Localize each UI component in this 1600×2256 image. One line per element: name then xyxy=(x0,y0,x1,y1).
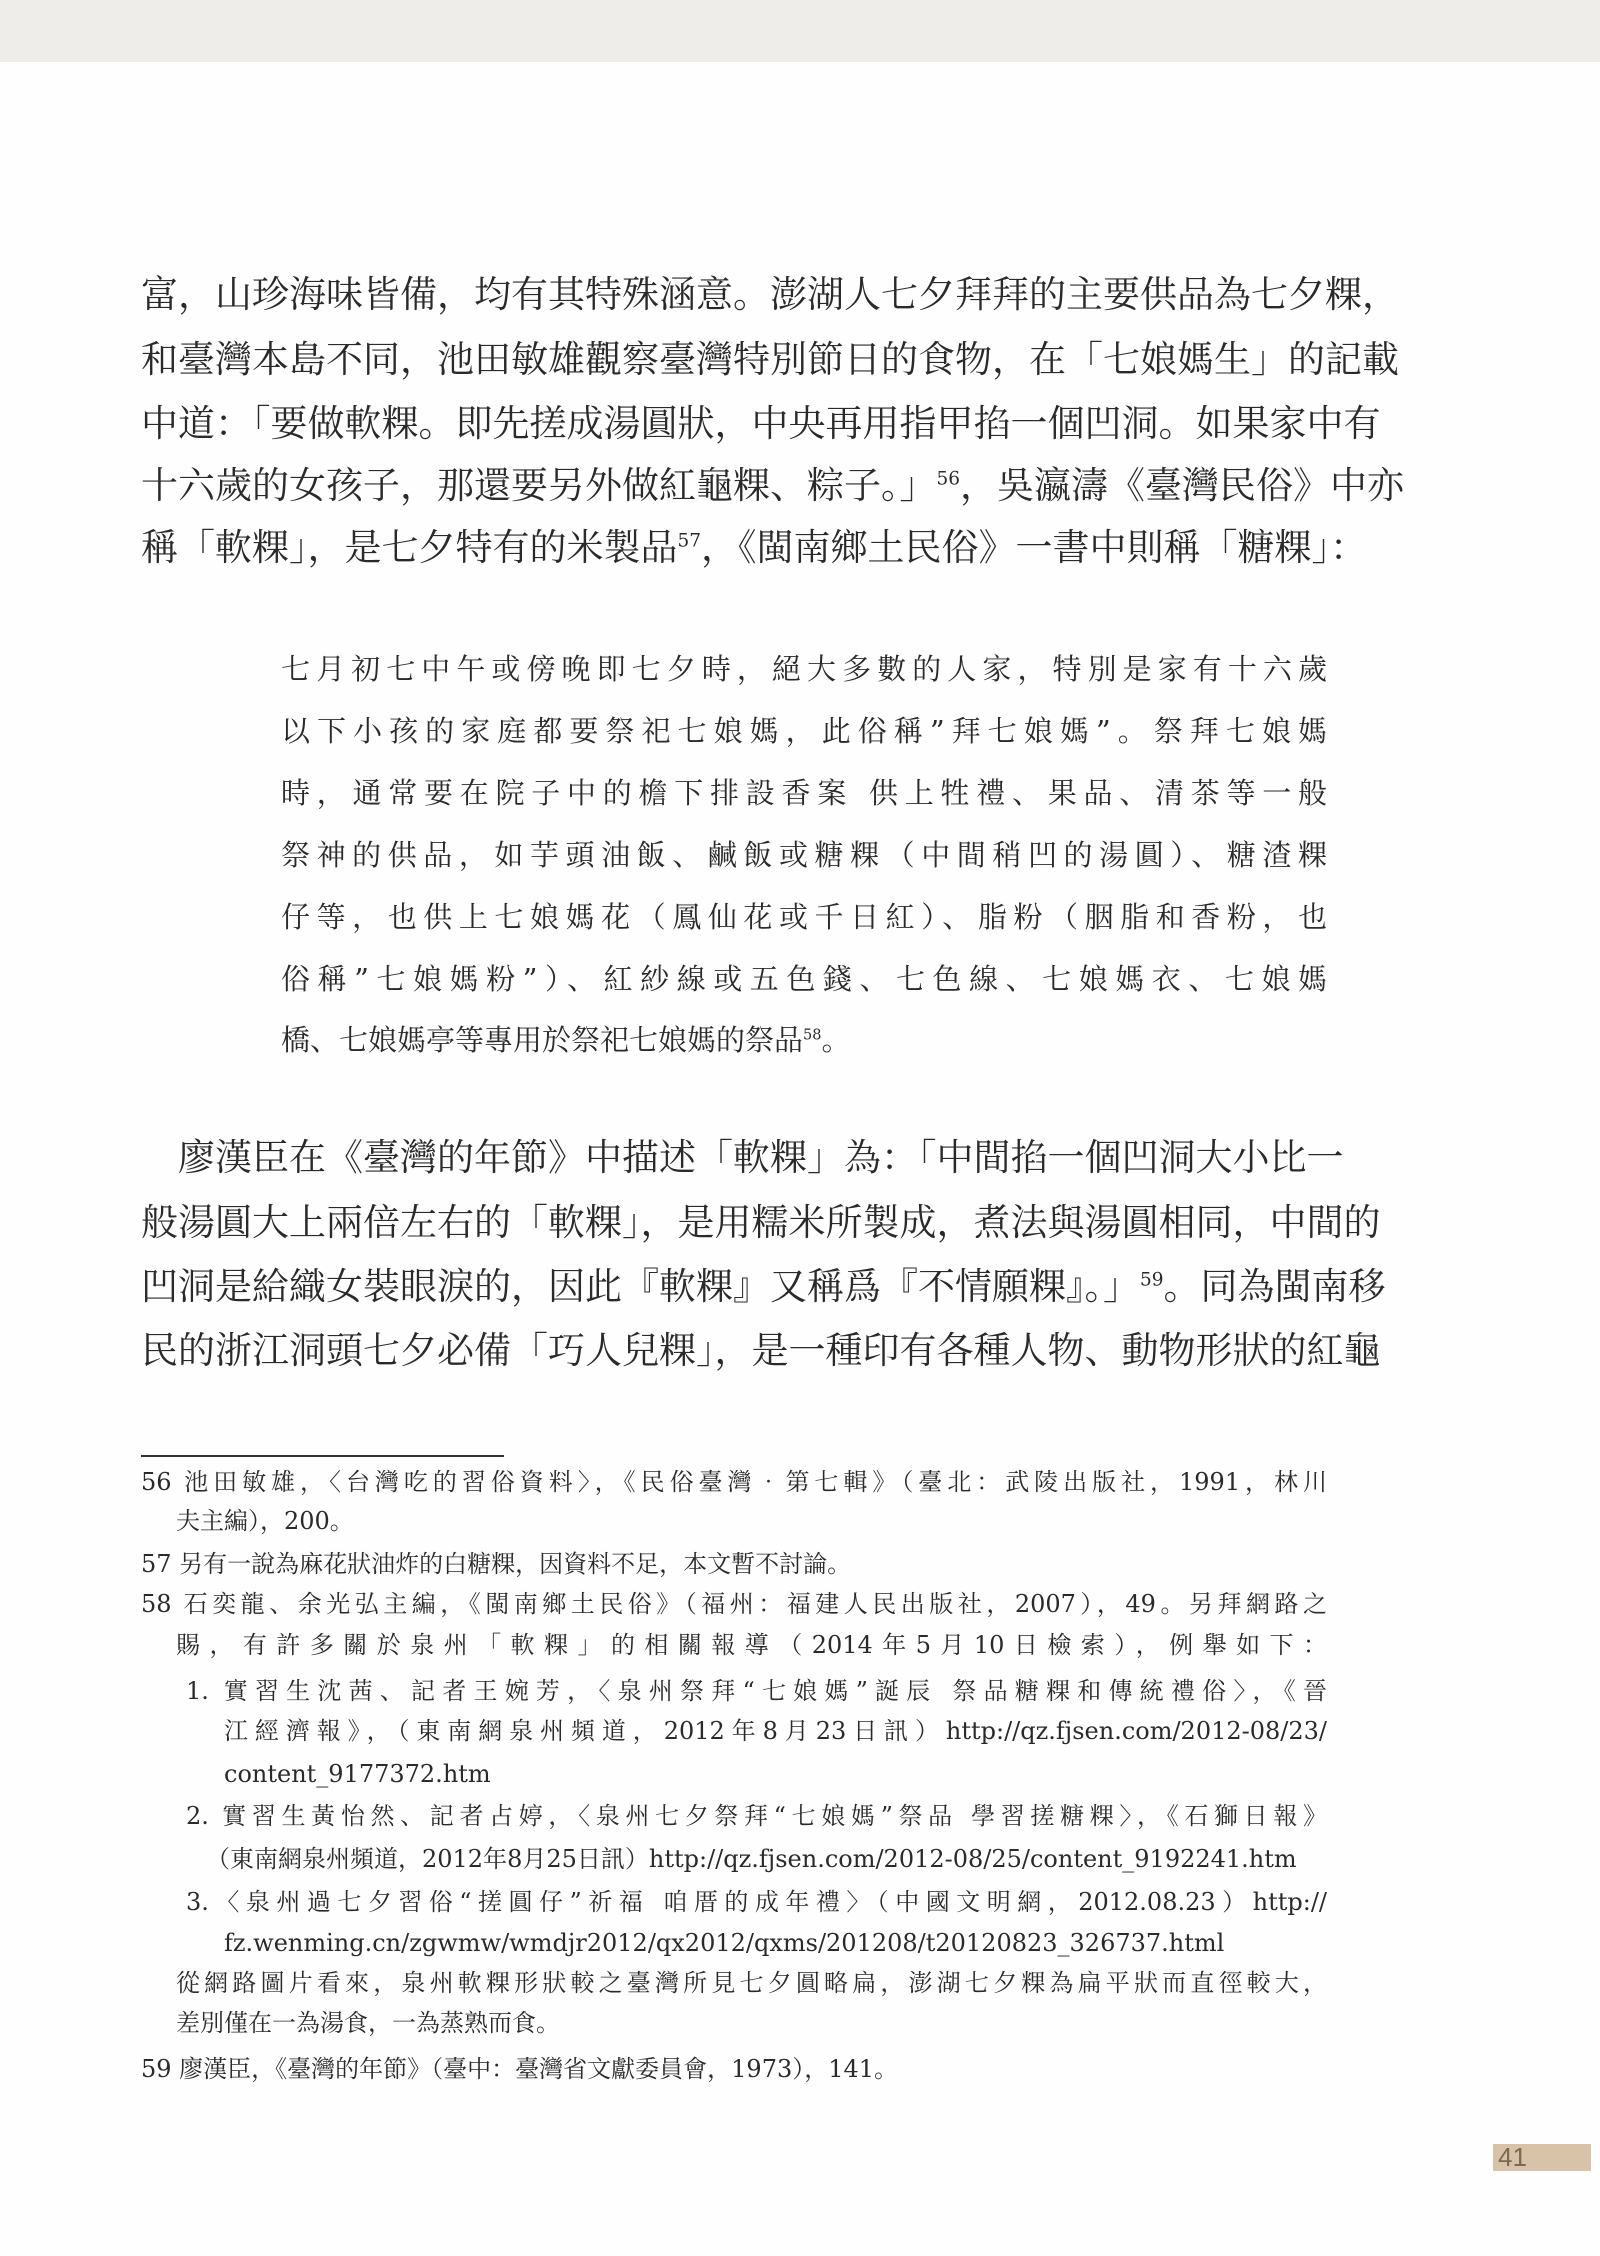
text-run: 。同為閩南移 xyxy=(1163,1265,1386,1308)
body-text-line xyxy=(141,523,1368,573)
text-run: 59 廖漢臣，《臺灣的年節》（臺中：臺灣省文獻委員會，1973），141。 xyxy=(141,2055,899,2083)
footnote-line xyxy=(206,1841,1330,1877)
text-run: ，《閩南鄉土民俗》一書中則稱「糖粿」： xyxy=(701,526,1368,569)
footnote-divider xyxy=(141,1455,504,1457)
footnote-line xyxy=(224,1756,1327,1792)
body-text-line xyxy=(141,1326,1381,1376)
footnote-ref: 56 xyxy=(936,468,961,490)
text-run: 般湯圓大上兩倍左右的「軟粿」，是用糯米所製成，煮法與湯圓相同，中間的 xyxy=(141,1201,1381,1244)
text-run: 俗稱”七娘媽粉”）、紅紗線或五色錢、七色線、七娘媽衣、七娘媽 xyxy=(281,962,1327,996)
text-run: fz.wenming.cn/zgwmw/wmdjr2012/qx2012/qxms/201208/t20120823_326737.html xyxy=(224,1929,1225,1957)
page-number: 41 xyxy=(1493,2144,1591,2171)
footnote-line xyxy=(186,1673,1327,1709)
text-run: 仔等，也供上七娘媽花（鳳仙花或千日紅）、脂粉（胭脂和香粉，也 xyxy=(281,900,1327,934)
quote-line xyxy=(281,895,1327,939)
footnote-line xyxy=(224,1713,1327,1749)
quote-line xyxy=(281,1018,1327,1062)
body-text-line xyxy=(141,1133,1344,1183)
footnote-ref: 59 xyxy=(1140,1269,1164,1291)
text-run: 從網路圖片看來，泉州軟粿形狀較之臺灣所見七夕圓略扁，澎湖七夕粿為扁平狀而直徑較大， xyxy=(176,1969,1327,1997)
footnote-line xyxy=(224,1925,1327,1961)
body-text-line xyxy=(141,1198,1381,1248)
text-run: 賜，有許多關於泉州「軟粿」的相關報導（2014年5月10日檢索），例舉如下： xyxy=(176,1631,1327,1659)
text-run: （東南網泉州頻道，2012年8月25日訊）http://qz.fjsen.com/2012-08/25/content_9192241.htm xyxy=(206,1845,1297,1873)
body-text-line xyxy=(141,270,1399,320)
text-run: 時，通常要在院子中的檐下排設香案 供上牲禮、果品、清茶等一般 xyxy=(281,776,1327,810)
text-run: 七月初七中午或傍晚即七夕時，絕大多數的人家，特別是家有十六歲 xyxy=(281,652,1327,686)
footnote-line xyxy=(141,2051,1327,2087)
text-run: 稱「軟粿」，是七夕特有的米製品 xyxy=(141,526,678,569)
quote-line xyxy=(281,771,1327,815)
scan-top-band xyxy=(0,0,1600,62)
footnote-line xyxy=(141,1586,1327,1622)
body-text-line xyxy=(141,461,1405,511)
quote-line xyxy=(281,709,1327,753)
text-run: 富，山珍海味皆備，均有其特殊涵意。澎湖人七夕拜拜的主要供品為七夕粿， xyxy=(141,273,1399,316)
text-run: 2. 實習生黃怡然、記者占婷，〈泉州七夕祭拜“七娘媽”祭品 學習搓糖粿〉，《石獅日報》 xyxy=(186,1802,1327,1830)
footnote-line xyxy=(176,1503,1327,1539)
body-text-line xyxy=(141,399,1381,449)
text-run: 夫主編），200。 xyxy=(176,1507,354,1535)
text-run: ，吳瀛濤《臺灣民俗》中亦 xyxy=(960,464,1405,507)
footnote-line xyxy=(176,1627,1327,1663)
text-run: 橋、七娘媽亭等專用於祭祀七娘媽的祭品 xyxy=(281,1023,804,1057)
footnote-ref: 58 xyxy=(803,1027,822,1044)
text-run: 56 池田敏雄，〈台灣吃的習俗資料〉，《民俗臺灣‧第七輯》（臺北：武陵出版社，1991，林川 xyxy=(141,1468,1327,1496)
text-run: 凹洞是給織女裝眼淚的，因此『軟粿』又稱爲『不情願粿』。」 xyxy=(141,1265,1140,1308)
footnote-line xyxy=(141,1464,1327,1500)
text-run: 祭神的供品，如芋頭油飯、鹹飯或糖粿（中間稍凹的湯圓）、糖渣粿 xyxy=(281,838,1327,872)
footnote-line xyxy=(186,1798,1327,1834)
quote-line xyxy=(281,957,1327,1001)
body-text-line xyxy=(141,1262,1386,1312)
text-run: content_9177372.htm xyxy=(224,1760,491,1788)
quote-line xyxy=(281,833,1327,877)
text-run: 1. 實習生沈茜、記者王婉芳，〈泉州祭拜“七娘媽”誕辰 祭品糖粿和傳統禮俗〉，《晉 xyxy=(186,1677,1327,1705)
text-run: 十六歲的女孩子，那還要另外做紅龜粿、粽子。」 xyxy=(141,464,937,507)
quote-line xyxy=(281,647,1327,691)
text-run: 中道：「要做軟粿。即先搓成湯圓狀，中央再用指甲掐一個凹洞。如果家中有 xyxy=(141,402,1381,445)
footnote-line xyxy=(176,1965,1327,2001)
text-run: 58 石奕龍、余光弘主編，《閩南鄉土民俗》（福州：福建人民出版社，2007），49。另拜網路之 xyxy=(141,1590,1327,1618)
text-run: 以下小孩的家庭都要祭祀七娘媽，此俗稱”拜七娘媽”。祭拜七娘媽 xyxy=(281,714,1327,748)
text-run: 3.〈泉州過七夕習俗“搓圓仔”祈福 咱厝的成年禮〉（中國文明網，2012.08.23）http:// xyxy=(186,1888,1327,1916)
body-text-line xyxy=(141,335,1399,385)
footnote-line xyxy=(186,1884,1327,1920)
text-run: 和臺灣本島不同，池田敏雄觀察臺灣特別節日的食物，在「七娘媽生」的記載 xyxy=(141,338,1399,381)
footnote-line xyxy=(176,2005,1327,2041)
text-run: 差別僅在一為湯食，一為蒸熟而食。 xyxy=(176,2009,560,2037)
footnote-line xyxy=(141,1546,1327,1582)
text-run: 廖漢臣在《臺灣的年節》中描述「軟粿」為：「中間掐一個凹洞大小比一 xyxy=(141,1136,1344,1179)
text-run: 57 另有一說為麻花狀油炸的白糖粿，因資料不足，本文暫不討論。 xyxy=(141,1550,852,1578)
text-run: 。 xyxy=(821,1023,851,1057)
text-run: 江經濟報》，（東南網泉州頻道，2012年8月23日訊）http://qz.fjsen.com/2012-08/23/ xyxy=(224,1717,1327,1745)
text-run: 民的浙江洞頭七夕必備「巧人兒粿」，是一種印有各種人物、動物形狀的紅龜 xyxy=(141,1329,1381,1372)
footnote-ref: 57 xyxy=(677,530,702,552)
